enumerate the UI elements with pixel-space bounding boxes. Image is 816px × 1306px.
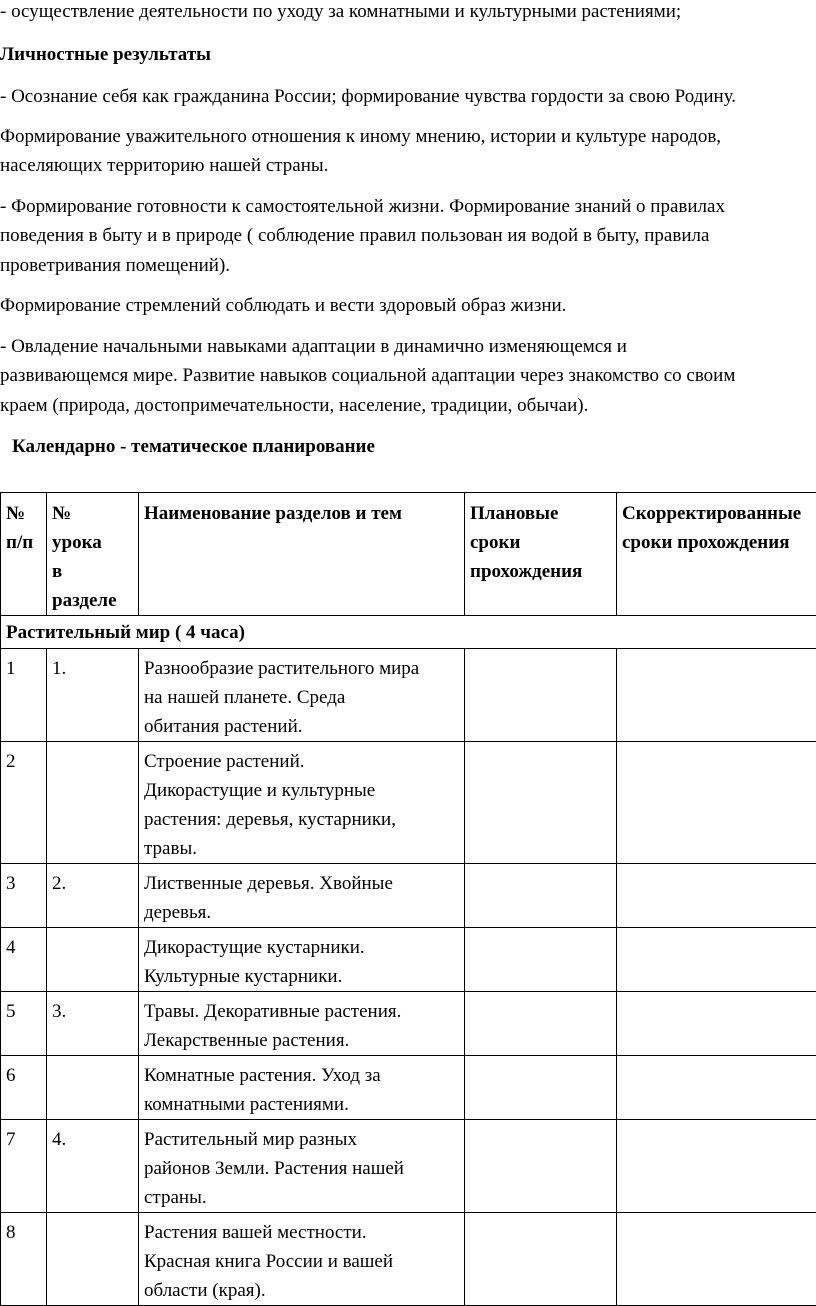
text-line-7: поведения в быту и в природе ( соблюдение правил пользован ия водой в быту, правила — [0, 226, 709, 245]
cell-topic-line: Травы. Декоративные растения. — [144, 997, 459, 1026]
text-line-9: Формирование стремлений соблюдать и вести здоровый образ жизни. — [0, 296, 566, 315]
cell-topic-line: комнатными растениями. — [144, 1090, 459, 1119]
section-title: Растительный мир ( 4 часа) — [1, 616, 816, 649]
cell-topic — [139, 992, 465, 1056]
section-heading-personal: Личностные результаты — [0, 45, 211, 64]
cell-topic-line: Растения вашей местности. — [144, 1218, 459, 1247]
header-lesson-line: урока — [52, 528, 133, 557]
text-line-8: проветривания помещений). — [0, 256, 230, 275]
table-body — [1, 649, 816, 1306]
cell-lesson — [47, 742, 139, 864]
cell-planned — [465, 1213, 617, 1306]
cell-topic-line: районов Земли. Растения нашей — [144, 1154, 459, 1183]
cell-topic-line: области (края). — [144, 1276, 459, 1305]
text-line-3: - Осознание себя как гражданина России; формирование чувства гордости за свою Родину. — [0, 87, 736, 106]
cell-planned — [465, 1056, 617, 1120]
text-line-11: развивающемся мире. Развитие навыков социальной адаптации через знакомство со своим — [0, 366, 735, 385]
cell-topic-line: Лекарственные растения. — [144, 1026, 459, 1055]
section-row — [1, 616, 816, 649]
cell-lesson — [47, 1213, 139, 1306]
cell-topic-line: Дикорастущие и культурные — [144, 776, 459, 805]
cell-topic-line: Красная книга России и вашей — [144, 1247, 459, 1276]
cell-topic — [139, 649, 465, 742]
cell-lesson — [47, 1056, 139, 1120]
header-planned-line: прохождения — [470, 557, 611, 586]
cell-lesson: 4. — [47, 1120, 139, 1213]
cell-topic — [139, 742, 465, 864]
header-topic: Наименование разделов и тем — [139, 493, 465, 616]
table-header-row — [1, 493, 816, 616]
cell-topic-line: Растительный мир разных — [144, 1125, 459, 1154]
cell-corrected — [617, 1120, 816, 1213]
text-line-10: - Овладение начальными навыками адаптации в динамично изменяющемся и — [0, 337, 627, 356]
cell-lesson: 1. — [47, 649, 139, 742]
header-planned — [465, 493, 617, 616]
cell-planned — [465, 649, 617, 742]
cell-lesson — [47, 928, 139, 992]
planning-table — [0, 492, 816, 1306]
cell-planned — [465, 742, 617, 864]
cell-lesson: 3. — [47, 992, 139, 1056]
cell-topic — [139, 864, 465, 928]
cell-topic — [139, 1120, 465, 1213]
text-line-1: - осуществление деятельности по уходу за комнатными и культурными растениями; — [0, 2, 681, 21]
table-row — [1, 742, 816, 864]
cell-num: 7 — [1, 1120, 47, 1213]
cell-topic-line: растения: деревья, кустарники, — [144, 805, 459, 834]
cell-num: 4 — [1, 928, 47, 992]
cell-topic-line: Культурные кустарники. — [144, 962, 459, 991]
table-row — [1, 649, 816, 742]
cell-topic-line: на нашей планете. Среда — [144, 683, 459, 712]
header-lesson — [47, 493, 139, 616]
cell-corrected — [617, 864, 816, 928]
text-line-6: - Формирование готовности к самостоятельной жизни. Формирование знаний о правилах — [0, 197, 725, 216]
table-row — [1, 1213, 816, 1306]
cell-num: 3 — [1, 864, 47, 928]
cell-topic-line: Лиственные деревья. Хвойные — [144, 869, 459, 898]
cell-num: 8 — [1, 1213, 47, 1306]
header-corrected-line: сроки прохождения — [622, 528, 816, 557]
cell-planned — [465, 992, 617, 1056]
text-line-5: населяющих территорию нашей страны. — [0, 156, 328, 175]
header-corrected-line: Скорректированные — [622, 499, 816, 528]
cell-topic-line: травы. — [144, 834, 459, 863]
cell-corrected — [617, 1213, 816, 1306]
cell-topic-line: Строение растений. — [144, 747, 459, 776]
header-planned-line: сроки — [470, 528, 611, 557]
cell-topic-line: обитания растений. — [144, 712, 459, 741]
header-num-line: № — [6, 499, 41, 528]
header-num-line: п/п — [6, 528, 41, 557]
cell-num: 6 — [1, 1056, 47, 1120]
cell-topic — [139, 1056, 465, 1120]
table-row — [1, 928, 816, 992]
cell-topic-line: Разнообразие растительного мира — [144, 654, 459, 683]
header-corrected — [617, 493, 816, 616]
cell-planned — [465, 864, 617, 928]
cell-topic — [139, 1213, 465, 1306]
text-line-4: Формирование уважительного отношения к иному мнению, истории и культуре народов, — [0, 127, 721, 146]
cell-topic — [139, 928, 465, 992]
cell-topic-line: Комнатные растения. Уход за — [144, 1061, 459, 1090]
cell-topic-line: Дикорастущие кустарники. — [144, 933, 459, 962]
header-num — [1, 493, 47, 616]
cell-topic-line: страны. — [144, 1183, 459, 1212]
cell-planned — [465, 1120, 617, 1213]
cell-num: 2 — [1, 742, 47, 864]
header-planned-line: Плановые — [470, 499, 611, 528]
calendar-title: Календарно - тематическое планирование — [12, 437, 375, 456]
cell-topic-line: деревья. — [144, 898, 459, 927]
cell-corrected — [617, 992, 816, 1056]
cell-corrected — [617, 649, 816, 742]
cell-corrected — [617, 742, 816, 864]
text-line-12: краем (природа, достопримечательности, население, традиции, обычаи). — [0, 396, 588, 415]
header-lesson-line: № — [52, 499, 133, 528]
cell-lesson: 2. — [47, 864, 139, 928]
cell-corrected — [617, 928, 816, 992]
cell-planned — [465, 928, 617, 992]
table-row — [1, 992, 816, 1056]
table-row — [1, 1120, 816, 1213]
cell-corrected — [617, 1056, 816, 1120]
cell-num: 5 — [1, 992, 47, 1056]
cell-num: 1 — [1, 649, 47, 742]
header-lesson-line: разделе — [52, 586, 133, 615]
table-row — [1, 864, 816, 928]
header-lesson-line: в — [52, 557, 133, 586]
table-row — [1, 1056, 816, 1120]
